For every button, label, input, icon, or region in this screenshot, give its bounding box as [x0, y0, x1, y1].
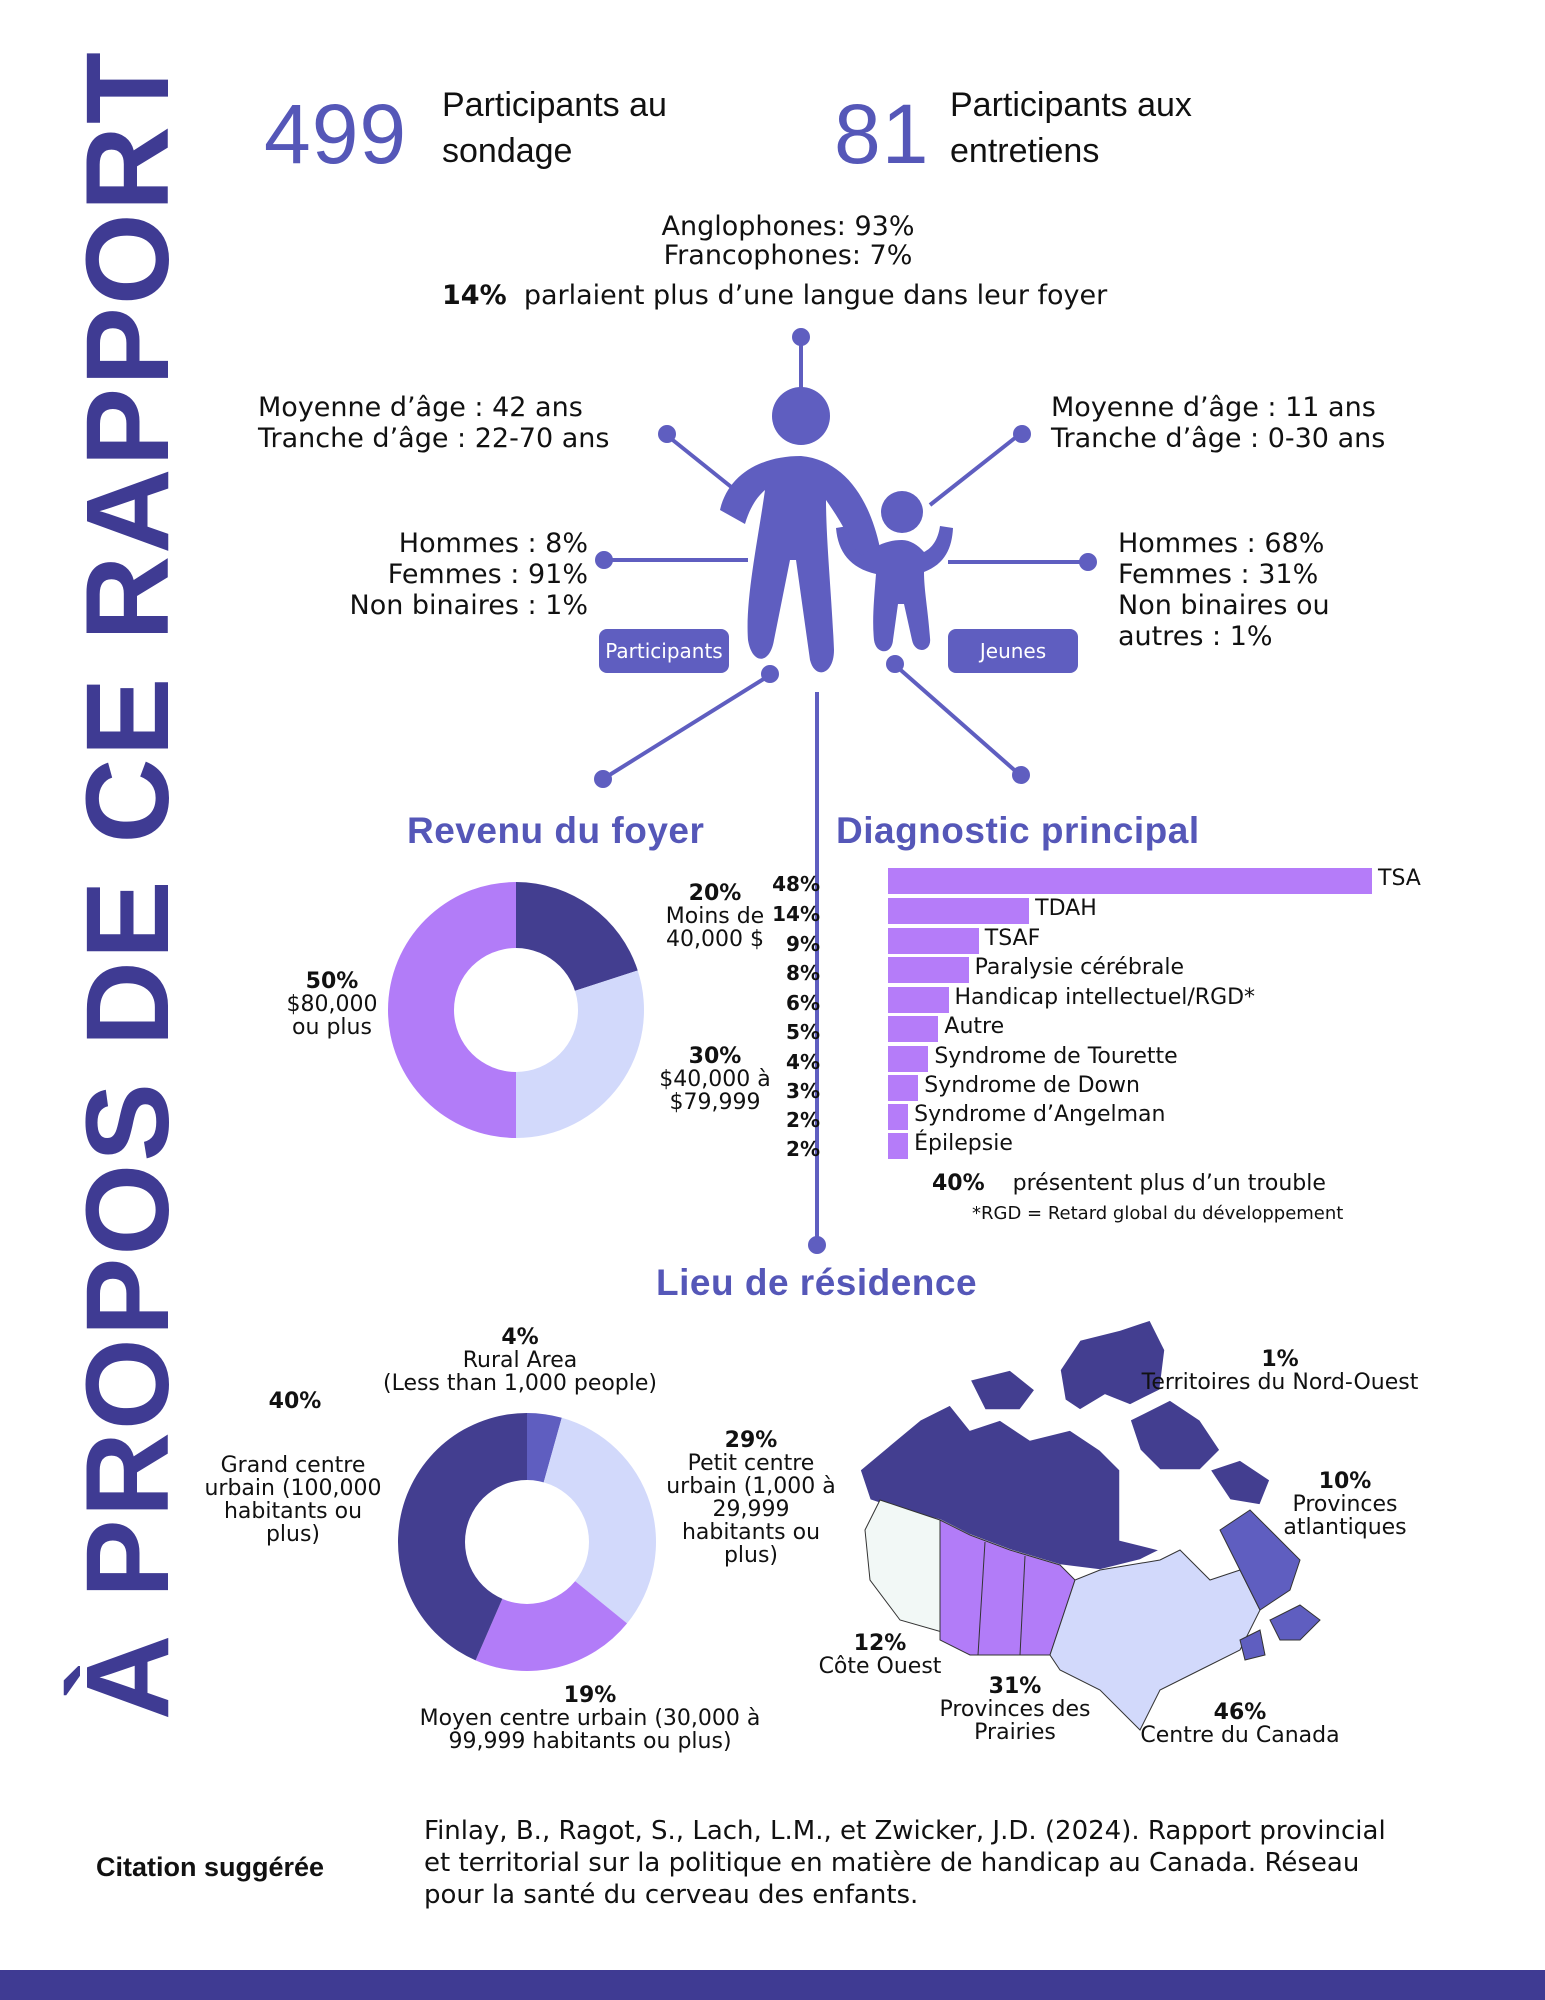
youth-age-range: Tranche d’âge : 0-30 ans — [1051, 423, 1386, 454]
medium-urban-line2: 99,999 habitants ou plus) — [448, 1729, 732, 1754]
nwt-name: Territoires du Nord-Ouest — [1141, 1370, 1419, 1395]
west-coast-label — [800, 1632, 960, 1678]
citation-label: Citation suggérée — [96, 1852, 325, 1882]
diagnosis-pct: 4% — [786, 1050, 820, 1074]
participants-age-range: Tranche d’âge : 22-70 ans — [258, 423, 610, 454]
diagnosis-pct: 6% — [786, 991, 820, 1015]
citation-line3: pour la santé du cerveau des enfants. — [424, 1880, 919, 1910]
small-urban-line1: Petit centre — [687, 1451, 815, 1476]
adult-figure — [720, 387, 880, 672]
participants-badge: Participants — [599, 629, 729, 673]
rural-line2: (Less than 1,000 people) — [382, 1371, 658, 1396]
large-urban-line4: plus) — [265, 1522, 321, 1547]
large-urban-line3: habitants ou — [223, 1499, 363, 1524]
small-urban-line3: 29,999 — [712, 1497, 790, 1522]
youth-gender — [1118, 528, 1330, 652]
diagnosis-pct: 3% — [786, 1079, 820, 1103]
diagnosis-label: Paralysie cérébrale — [974, 955, 1185, 980]
youth-badge: Jeunes — [948, 629, 1078, 673]
prairies-label — [920, 1675, 1110, 1744]
diagnosis-label: TSAF — [984, 926, 1041, 951]
income-low-line1: Moins de — [665, 904, 765, 929]
survey-label-line1: Participants au — [442, 86, 667, 124]
diagnosis-bar — [888, 1016, 938, 1042]
diagnosis-pct: 5% — [786, 1020, 820, 1044]
youth-age — [1051, 392, 1385, 454]
income-mid-pct: 30% — [688, 1044, 742, 1069]
diagnosis-label: Autre — [944, 1014, 1005, 1039]
youth-age-mean: Moyenne d’âge : 11 ans — [1051, 392, 1376, 423]
west-coast-name: Côte Ouest — [818, 1654, 942, 1679]
diagnosis-label: Syndrome d’Angelman — [914, 1102, 1166, 1127]
income-high-line1: $80,000 — [286, 992, 378, 1017]
nwt-label — [1120, 1348, 1440, 1394]
prairies-line2: Prairies — [974, 1720, 1056, 1745]
diagnosis-bar — [888, 1046, 928, 1072]
diagnosis-bar — [888, 868, 1372, 894]
vertical-title: À PROPOS DE CE RAPPORT — [62, 49, 194, 1720]
rural-label — [360, 1326, 680, 1395]
income-mid-line1: $40,000 à — [659, 1067, 771, 1092]
diagnosis-bar — [888, 1104, 908, 1130]
diagnosis-multi — [932, 1172, 1326, 1195]
medium-urban-pct: 19% — [563, 1683, 617, 1708]
participants-women: Femmes : 91% — [387, 559, 588, 590]
multilingual-pct: 14% — [442, 280, 507, 311]
multilingual-desc: parlaient plus d’une langue dans leur foyer — [523, 280, 1108, 311]
youth-men: Hommes : 68% — [1118, 528, 1325, 559]
small-urban-line4: habitants ou — [681, 1520, 821, 1545]
diagnosis-bar — [888, 1133, 908, 1159]
youth-women: Femmes : 31% — [1118, 559, 1319, 590]
diagnosis-multi-pct: 40% — [932, 1171, 985, 1196]
participants-nonbinary: Non binaires : 1% — [349, 590, 588, 621]
atlantic-line2: atlantiques — [1283, 1515, 1407, 1540]
prairies-pct: 31% — [988, 1674, 1042, 1699]
income-high-line2: ou plus — [292, 1015, 372, 1040]
diagnosis-label: Syndrome de Tourette — [934, 1044, 1178, 1069]
small-urban-pct: 29% — [724, 1428, 778, 1453]
diagnosis-label: Handicap intellectuel/RGD* — [954, 985, 1256, 1010]
interview-count: 81 — [834, 87, 930, 181]
income-donut — [386, 880, 646, 1140]
income-low-line2: 40,000 $ — [666, 927, 764, 952]
interview-label-line2: entretiens — [950, 132, 1100, 170]
central-pct: 46% — [1213, 1700, 1267, 1725]
citation-text — [424, 1815, 1386, 1911]
medium-urban-line1: Moyen centre urbain (30,000 à — [419, 1706, 761, 1731]
atlantic-label — [1260, 1470, 1430, 1539]
participants-gender — [300, 528, 588, 621]
interview-label-line1: Participants aux — [950, 86, 1192, 124]
participants-men: Hommes : 8% — [398, 528, 588, 559]
residence-heading: Lieu de résidence — [656, 1262, 978, 1303]
survey-label-line2: sondage — [442, 132, 573, 170]
diagnosis-pct: 8% — [786, 961, 820, 985]
citation-line1: Finlay, B., Ragot, S., Lach, L.M., et Zwicker, J.D. (2024). Rapport provincial — [424, 1816, 1386, 1846]
diagnosis-label: TDAH — [1035, 896, 1097, 921]
income-heading: Revenu du foyer — [407, 810, 705, 851]
diagnosis-footnote: *RGD = Retard global du développement — [972, 1203, 1344, 1224]
income-low-pct: 20% — [688, 881, 742, 906]
diagnosis-heading: Diagnostic principal — [836, 810, 1200, 851]
participants-age-mean: Moyenne d’âge : 42 ans — [258, 392, 583, 423]
diagnosis-label: Épilepsie — [914, 1131, 1013, 1156]
large-urban-line2: urbain (100,000 — [204, 1476, 382, 1501]
large-urban-line1: Grand centre — [220, 1453, 366, 1478]
rural-pct: 4% — [501, 1325, 539, 1350]
small-urban-line5: plus) — [723, 1543, 779, 1568]
survey-count: 499 — [264, 87, 408, 181]
rural-line1: Rural Area — [462, 1348, 578, 1373]
footer-band — [0, 1970, 1545, 2000]
residence-donut — [396, 1411, 658, 1673]
income-high-label — [262, 970, 402, 1039]
diagnosis-bar — [888, 987, 949, 1013]
central-label — [1120, 1701, 1360, 1747]
youth-nonbinary-2: autres : 1% — [1118, 621, 1273, 652]
youth-nonbinary-1: Non binaires ou — [1118, 590, 1330, 621]
diagnosis-pct: 14% — [772, 902, 820, 926]
diagnosis-pct: 48% — [772, 872, 820, 896]
diagnosis-bar — [888, 928, 979, 954]
nwt-pct: 1% — [1261, 1347, 1299, 1372]
atlantic-pct: 10% — [1318, 1469, 1372, 1494]
west-coast-pct: 12% — [853, 1631, 907, 1656]
diagnosis-bar — [888, 957, 969, 983]
anglophones-text: Anglophones: 93% — [661, 211, 915, 242]
prairies-line1: Provinces des — [939, 1697, 1091, 1722]
diagnosis-bar — [888, 1075, 918, 1101]
small-urban-line2: urbain (1,000 à — [666, 1474, 836, 1499]
citation-line2: et territorial sur la politique en matière de handicap au Canada. Réseau — [424, 1848, 1360, 1878]
medium-urban-label — [380, 1684, 800, 1753]
atlantic-line1: Provinces — [1292, 1492, 1398, 1517]
large-urban-pct: 40% — [268, 1389, 322, 1414]
diagnosis-multi-text: présentent plus d’un trouble — [1012, 1171, 1326, 1196]
diagnosis-pct: 9% — [786, 932, 820, 956]
large-urban-label — [193, 1454, 393, 1546]
small-urban-label — [660, 1429, 842, 1567]
diagnosis-label: TSA — [1378, 866, 1421, 891]
central-name: Centre du Canada — [1140, 1723, 1340, 1748]
diagnosis-pct: 2% — [786, 1108, 820, 1132]
participants-age — [258, 392, 609, 454]
income-high-pct: 50% — [305, 969, 359, 994]
diagnosis-label: Syndrome de Down — [924, 1073, 1140, 1098]
diagnosis-pct: 2% — [786, 1137, 820, 1161]
income-mid-line2: $79,999 — [669, 1090, 761, 1115]
francophones-text: Francophones: 7% — [663, 240, 913, 271]
diagnosis-bar — [888, 898, 1029, 924]
